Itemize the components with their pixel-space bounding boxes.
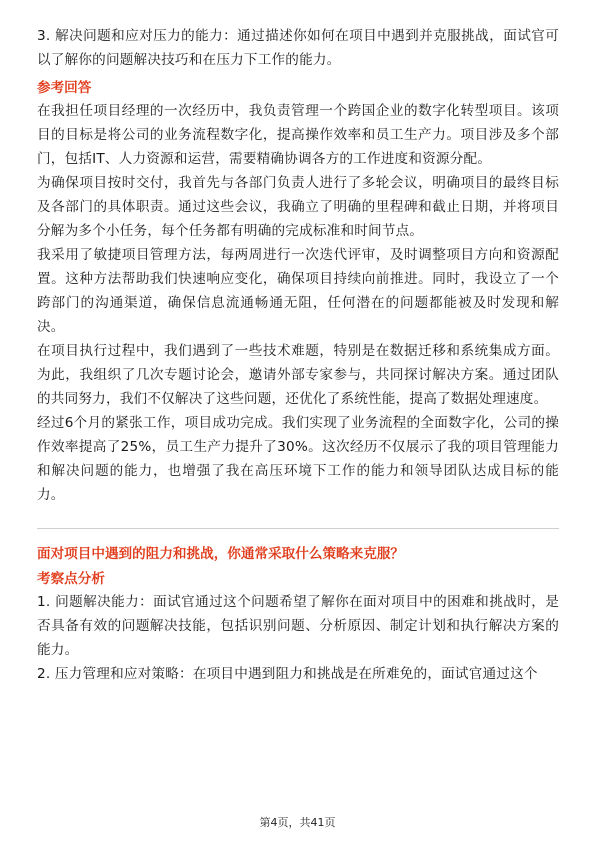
question-title: 面对项目中遇到的阻力和挑战，你通常采取什么策略来克服？ bbox=[37, 546, 405, 562]
answer-paragraph: 在项目执行过程中，我们遇到了一些技术难题，特别是在数据迁移和系统集成方面。为此，我组织了几次专题讨论会，邀请外部专家参与，共同探讨解决方案。通过团队的共同努力，我们不仅解决了这些问题，还优化了系统性能，提高了数据处理速度。 bbox=[37, 343, 559, 407]
document-page bbox=[37, 24, 559, 686]
intro-item: 3. 解决问题和应对压力的能力：通过描述你如何在项目中遇到并克服挑战，面试官可以了解你的问题解决技巧和在压力下工作的能力。 bbox=[37, 28, 559, 68]
analysis-item: 2. 压力管理和应对策略：在项目中遇到阻力和挑战是在所难免的，面试官通过这个 bbox=[37, 666, 538, 682]
analysis-heading: 考察点分析 bbox=[37, 571, 105, 587]
answer-heading: 参考回答 bbox=[37, 80, 92, 96]
answer-paragraph: 在我担任项目经理的一次经历中，我负责管理一个跨国企业的数字化转型项目。该项目的目标是将公司的业务流程数字化，提高操作效率和员工生产力。项目涉及多个部门，包括IT、人力资源和运营，需要精确协调各方的工作进度和资源分配。 bbox=[37, 103, 559, 167]
answer-paragraph: 为确保项目按时交付，我首先与各部门负责人进行了多轮会议，明确项目的最终目标及各部门的具体职责。通过这些会议，我确立了明确的里程碑和截止日期，并将项目分解为多个小任务，每个任务都有明确的完成标准和时间节点。 bbox=[37, 175, 559, 239]
analysis-item: 1. 问题解决能力：面试官通过这个问题希望了解你在面对项目中的困难和挑战时，是否具备有效的问题解决技能，包括识别问题、分析原因、制定计划和执行解决方案的能力。 bbox=[37, 594, 559, 658]
answer-paragraph: 经过6个月的紧张工作，项目成功完成。我们实现了业务流程的全面数字化，公司的操作效率提高了25%，员工生产力提升了30%。这次经历不仅展示了我的项目管理能力和解决问题的能力，也增强了我在高压环境下工作的能力和领导团队达成目标的能力。 bbox=[37, 415, 559, 503]
page-footer: 第4页，共41页 bbox=[259, 816, 336, 829]
answer-paragraph: 我采用了敏捷项目管理方法，每两周进行一次迭代评审，及时调整项目方向和资源配置。这种方法帮助我们快速响应变化，确保项目持续向前推进。同时，我设立了一个跨部门的沟通渠道，确保信息流通畅通无阻，任何潜在的问题都能被及时发现和解决。 bbox=[37, 247, 559, 335]
section-divider bbox=[37, 528, 559, 529]
